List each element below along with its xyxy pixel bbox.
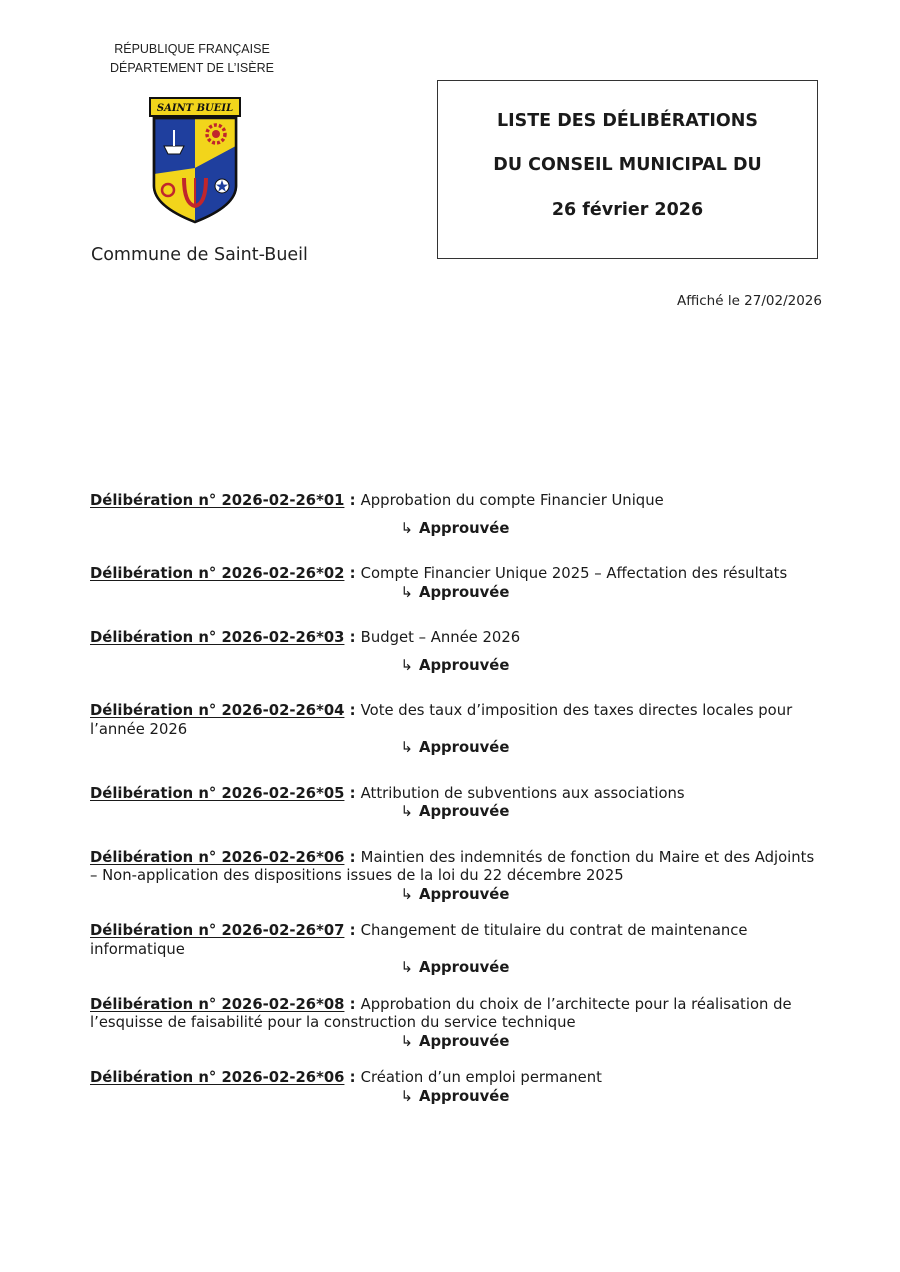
deliberation-ref: Délibération n° 2026-02-26*03 — [90, 629, 345, 646]
result-status: Approuvée — [419, 519, 510, 537]
deliberation-result — [90, 1033, 820, 1052]
arrow-icon: ↳ — [400, 959, 414, 976]
deliberation-item: Délibération n° 2026-02-26*06 : Création d’un emploi permanent — [90, 1069, 602, 1086]
deliberation-item: Délibération n° 2026-02-26*01 : Approbation du compte Financier Unique — [90, 492, 664, 509]
title-line-2: DU CONSEIL MUNICIPAL DU — [493, 155, 762, 175]
deliberation-ref: Délibération n° 2026-02-26*01 — [90, 492, 345, 509]
deliberation-text: Budget – Année 2026 — [360, 629, 521, 646]
deliberation-result — [90, 584, 820, 603]
deliberation-item: Délibération n° 2026-02-26*05 : Attribution de subventions aux associations — [90, 784, 685, 802]
deliberation-ref: Délibération n° 2026-02-26*02 — [90, 565, 345, 582]
result-status: Approuvée — [419, 959, 510, 976]
posted-date: Affiché le 27/02/2026 — [676, 293, 822, 309]
result-status: Approuvée — [419, 656, 510, 674]
title-line-1: LISTE DES DÉLIBÉRATIONS — [496, 111, 759, 131]
arrow-icon: ↳ — [400, 1032, 414, 1050]
arrow-icon: ↳ — [400, 656, 414, 674]
deliberation-item: Délibération n° 2026-02-26*03 : Budget – Année 2026 — [90, 629, 521, 646]
deliberation-text: Changement de titulaire du contrat de maintenance informatique — [90, 922, 748, 958]
commune-name: Commune de Saint-Bueil — [91, 245, 308, 265]
deliberation-text: Vote des taux d’imposition des taxes directes locales pour l’année 2026 — [90, 702, 793, 738]
arrow-icon: ↳ — [400, 803, 414, 820]
deliberation-ref: Délibération n° 2026-02-26*08 — [90, 995, 345, 1013]
deliberation-item: Délibération n° 2026-02-26*04 : Vote des taux d’imposition des taxes directes locales pour l’année 2026 — [90, 702, 793, 738]
deliberation-ref: Délibération n° 2026-02-26*07 — [90, 922, 345, 939]
result-status: Approuvée — [419, 583, 510, 601]
deliberation-ref: Délibération n° 2026-02-26*06 — [90, 848, 345, 866]
deliberation-text: Maintien des indemnités de fonction du Maire et des Adjoints – Non-application des dispositions issues de la loi du 22 décembre 2025 — [90, 848, 815, 884]
republic-label: RÉPUBLIQUE FRANÇAISE — [114, 42, 270, 56]
deliberation-text: Compte Financier Unique 2025 – Affectation des résultats — [360, 565, 788, 582]
department-label: DÉPARTEMENT DE L’ISÈRE — [110, 61, 274, 75]
deliberation-item: Délibération n° 2026-02-26*08 : Approbation du choix de l’architecte pour la réalisation de l’esquisse de faisabilité pour la construction du service technique — [90, 995, 792, 1031]
deliberation-result — [90, 803, 820, 822]
result-status: Approuvée — [419, 1087, 510, 1105]
arrow-icon: ↳ — [400, 519, 414, 537]
deliberation-result — [90, 520, 820, 539]
deliberation-result — [90, 739, 820, 758]
document-title-box — [437, 80, 818, 259]
result-status: Approuvée — [419, 885, 510, 903]
deliberation-text: Création d’un emploi permanent — [360, 1069, 602, 1086]
title-date: 26 février 2026 — [551, 200, 704, 220]
header-administrative — [92, 40, 292, 78]
deliberation-item: Délibération n° 2026-02-26*06 : Maintien des indemnités de fonction du Maire et des Adjoints – Non-application des dispositions issues de la loi du 22 décembre 2025 — [90, 848, 815, 884]
deliberation-result — [90, 657, 820, 676]
deliberation-text: Attribution de subventions aux associations — [360, 784, 685, 802]
arrow-icon: ↳ — [400, 739, 414, 756]
crest-motto: SAINT BUEIL — [156, 103, 234, 114]
deliberation-ref: Délibération n° 2026-02-26*05 — [90, 784, 345, 802]
deliberation-item: Délibération n° 2026-02-26*02 : Compte Financier Unique 2025 – Affectation des résultats — [90, 565, 788, 582]
result-status: Approuvée — [419, 1032, 510, 1050]
deliberation-ref: Délibération n° 2026-02-26*06 — [90, 1069, 345, 1086]
result-status: Approuvée — [419, 739, 510, 756]
arrow-icon: ↳ — [400, 583, 414, 601]
deliberation-list — [90, 492, 820, 1106]
deliberation-result — [90, 886, 820, 905]
result-status: Approuvée — [419, 803, 510, 820]
deliberation-result — [90, 959, 820, 978]
deliberation-result — [90, 1088, 820, 1107]
deliberation-ref: Délibération n° 2026-02-26*04 — [90, 702, 345, 719]
arrow-icon: ↳ — [400, 885, 414, 903]
deliberation-item: Délibération n° 2026-02-26*07 : Changement de titulaire du contrat de maintenance informatique — [90, 922, 748, 958]
arrow-icon: ↳ — [400, 1087, 414, 1105]
coat-of-arms-icon — [146, 94, 244, 226]
deliberation-text: Approbation du choix de l’architecte pour la réalisation de l’esquisse de faisabilité pour la construction du service technique — [90, 995, 792, 1031]
deliberation-text: Approbation du compte Financier Unique — [360, 492, 664, 509]
